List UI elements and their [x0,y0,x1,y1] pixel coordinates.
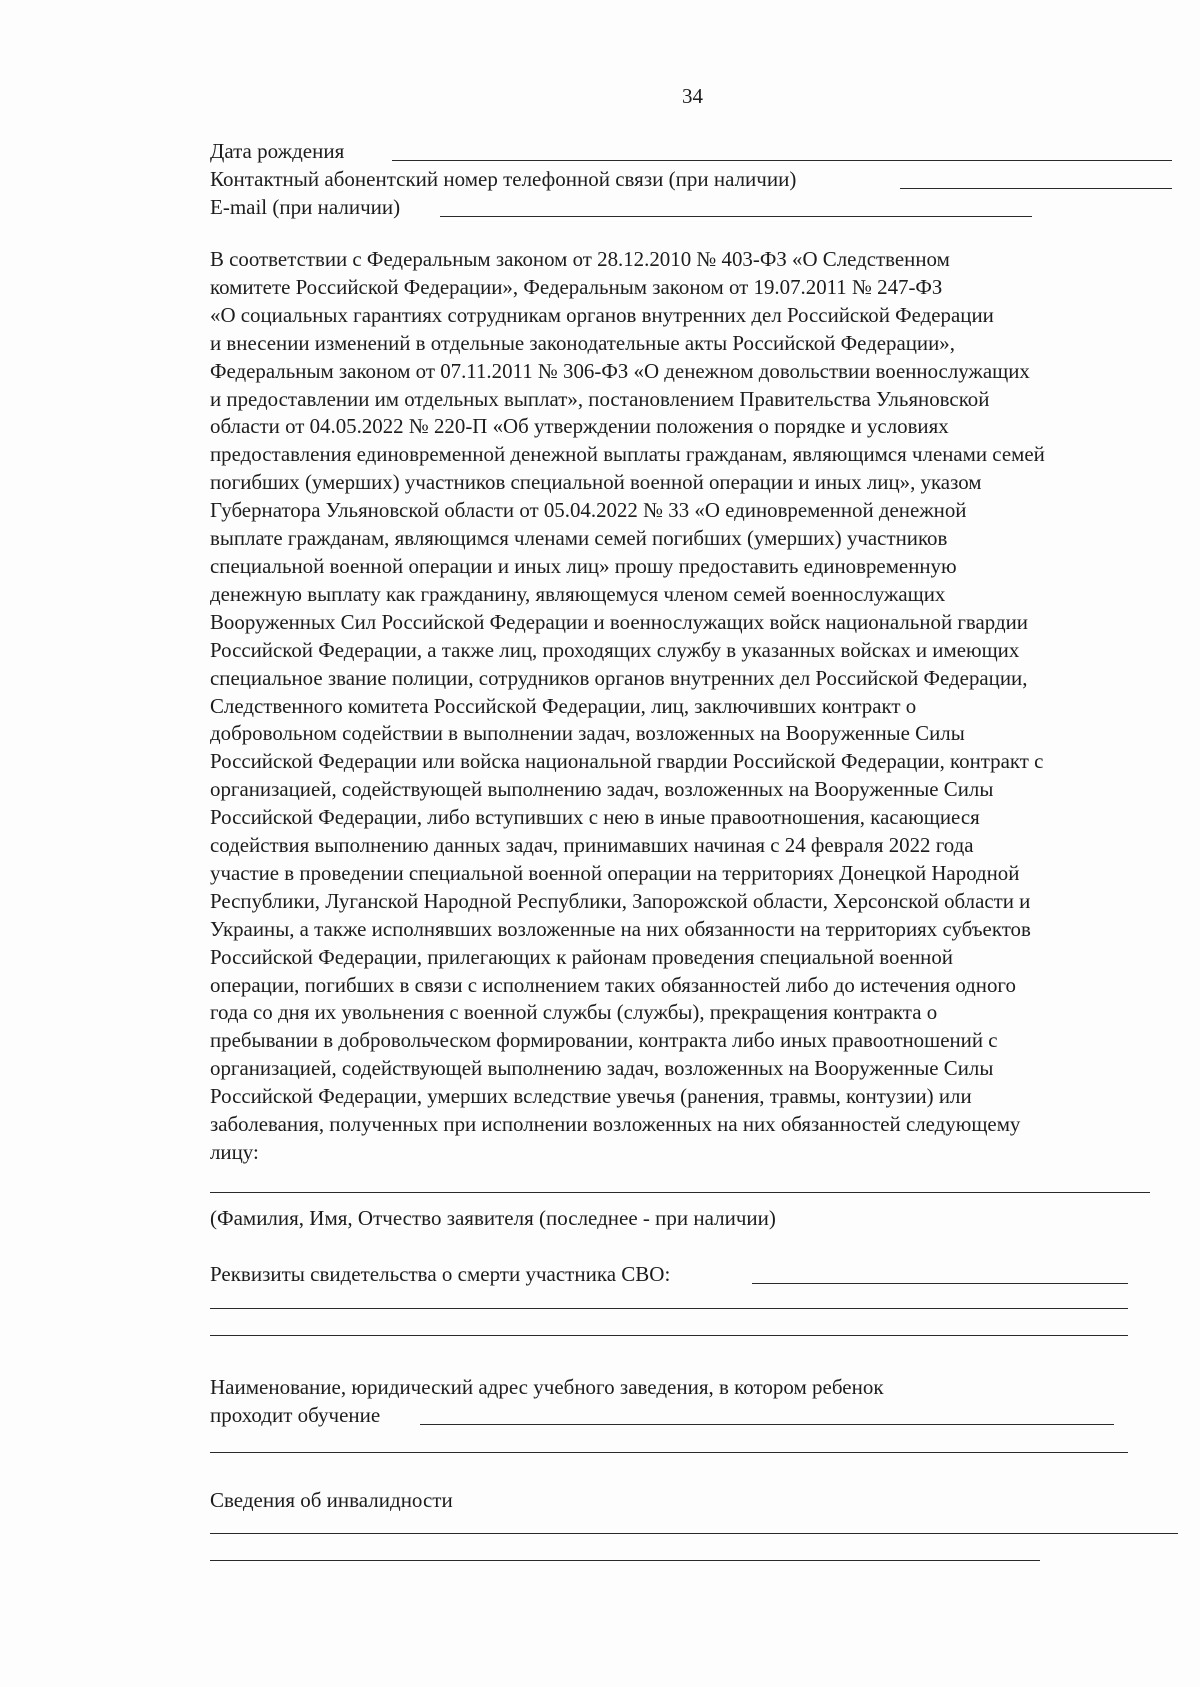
body-line: Российской Федерации, прилегающих к районам проведения специальной военной [210,944,953,969]
phone-field[interactable] [900,188,1172,189]
body-line: Российской Федерации, умерших вследствие увечья (ранения, травмы, контузии) или [210,1084,972,1109]
email-field[interactable] [440,216,1032,217]
body-line: погибших (умерших) участников специальной военной операции и иных лиц», указом [210,470,982,495]
body-line: Федеральным законом от 07.11.2011 № 306-ФЗ «О денежном довольствии военнослужащих [210,358,1030,383]
body-line: Российской Федерации или войска национальной гвардии Российской Федерации, контракт с [210,749,1044,774]
body-line: заболевания, полученных при исполнении возложенных на них обязанностей следующему [210,1112,1021,1137]
death-certificate-field-line-3[interactable] [210,1335,1128,1336]
body-line: участие в проведении специальной военной операции на территориях Донецкой Народной [210,860,1020,885]
body-line: специальной военной операции и иных лиц» прошу предоставить единовременную [210,553,957,578]
page-number: 34 [682,84,703,108]
email-label: E-mail (при наличии) [210,195,401,219]
body-line: В соответствии с Федеральным законом от 28.12.2010 № 403-ФЗ «О Следственном [210,247,950,271]
death-certificate-field-line-2[interactable] [210,1308,1128,1309]
body-line: специальное звание полиции, сотрудников органов внутренних дел Российской Федерации, [210,665,1028,690]
applicant-name-caption: (Фамилия, Имя, Отчество заявителя (последнее - при наличии) [210,1206,776,1230]
body-line: Российской Федерации, а также лиц, проходящих службу в указанных войсках и имеющих [210,637,1020,662]
body-line: лицу: [210,1140,259,1164]
body-line: денежную выплату как гражданину, являющемуся членом семей военнослужащих [210,581,946,606]
body-line: «О социальных гарантиях сотрудникам органов внутренних дел Российской Федерации [210,302,994,327]
body-line: организацией, содействующей выполнению задач, возложенных на Вооруженные Силы [210,1056,994,1081]
birth-date-field[interactable] [392,160,1172,161]
death-certificate-label: Реквизиты свидетельства о смерти участника СВО: [210,1262,671,1286]
body-line: года со дня их увольнения с военной службы (службы), прекращения контракта о [210,1000,938,1025]
disability-label: Сведения об инвалидности [210,1488,453,1512]
body-line: Республики, Луганской Народной Республики, Запорожской области, Херсонской области и [210,888,1031,913]
body-line: Вооруженных Сил Российской Федерации и военнослужащих войск национальной гвардии [210,609,1028,634]
phone-label: Контактный абонентский номер телефонной связи (при наличии) [210,167,797,191]
school-field-line-1[interactable] [420,1424,1114,1425]
body-line: предоставления единовременной денежной выплаты гражданам, являющимся членами семей [210,442,1045,467]
applicant-name-field[interactable] [210,1192,1150,1193]
death-certificate-field-line-1[interactable] [752,1283,1128,1284]
body-line: пребывании в добровольческом формировании, контракта либо иных правоотношений с [210,1028,998,1053]
body-line: и внесении изменений в отдельные законодательные акты Российской Федерации», [210,330,955,355]
school-label-line-1: Наименование, юридический адрес учебного заведения, в котором ребенок [210,1375,884,1399]
body-line: содействия выполнению данных задач, принимавших начиная с 24 февраля 2022 года [210,833,974,858]
school-field-line-2[interactable] [210,1452,1128,1453]
disability-field-line-2[interactable] [210,1560,1040,1561]
body-line: выплате гражданам, являющимся членами семей погибших (умерших) участников [210,526,948,551]
body-line: и предоставлении им отдельных выплат», постановлением Правительства Ульяновской [210,386,990,411]
birth-date-label: Дата рождения [210,139,345,163]
body-line: операции, погибших в связи с исполнением таких обязанностей либо до истечения одного [210,972,1016,997]
body-line: Украины, а также исполнявших возложенные на них обязанности на территориях субъектов [210,916,1031,941]
body-line: комитете Российской Федерации», Федеральным законом от 19.07.2011 № 247-ФЗ [210,274,943,299]
body-line: Следственного комитета Российской Федерации, лиц, заключивших контракт о [210,693,917,718]
body-line: области от 04.05.2022 № 220-П «Об утверждении положения о порядке и условиях [210,414,949,439]
body-line: добровольном содействии в выполнении задач, возложенных на Вооруженные Силы [210,721,965,746]
school-label-line-2: проходит обучение [210,1403,381,1427]
body-line: Российской Федерации, либо вступивших с нею в иные правоотношения, касающиеся [210,805,980,830]
application-body-text [210,246,1190,1167]
body-line: Губернатора Ульяновской области от 05.04.2022 № 33 «О единовременной денежной [210,498,967,523]
disability-field-line-1[interactable] [210,1533,1178,1534]
body-line: организацией, содействующей выполнению задач, возложенных на Вооруженные Силы [210,777,994,802]
